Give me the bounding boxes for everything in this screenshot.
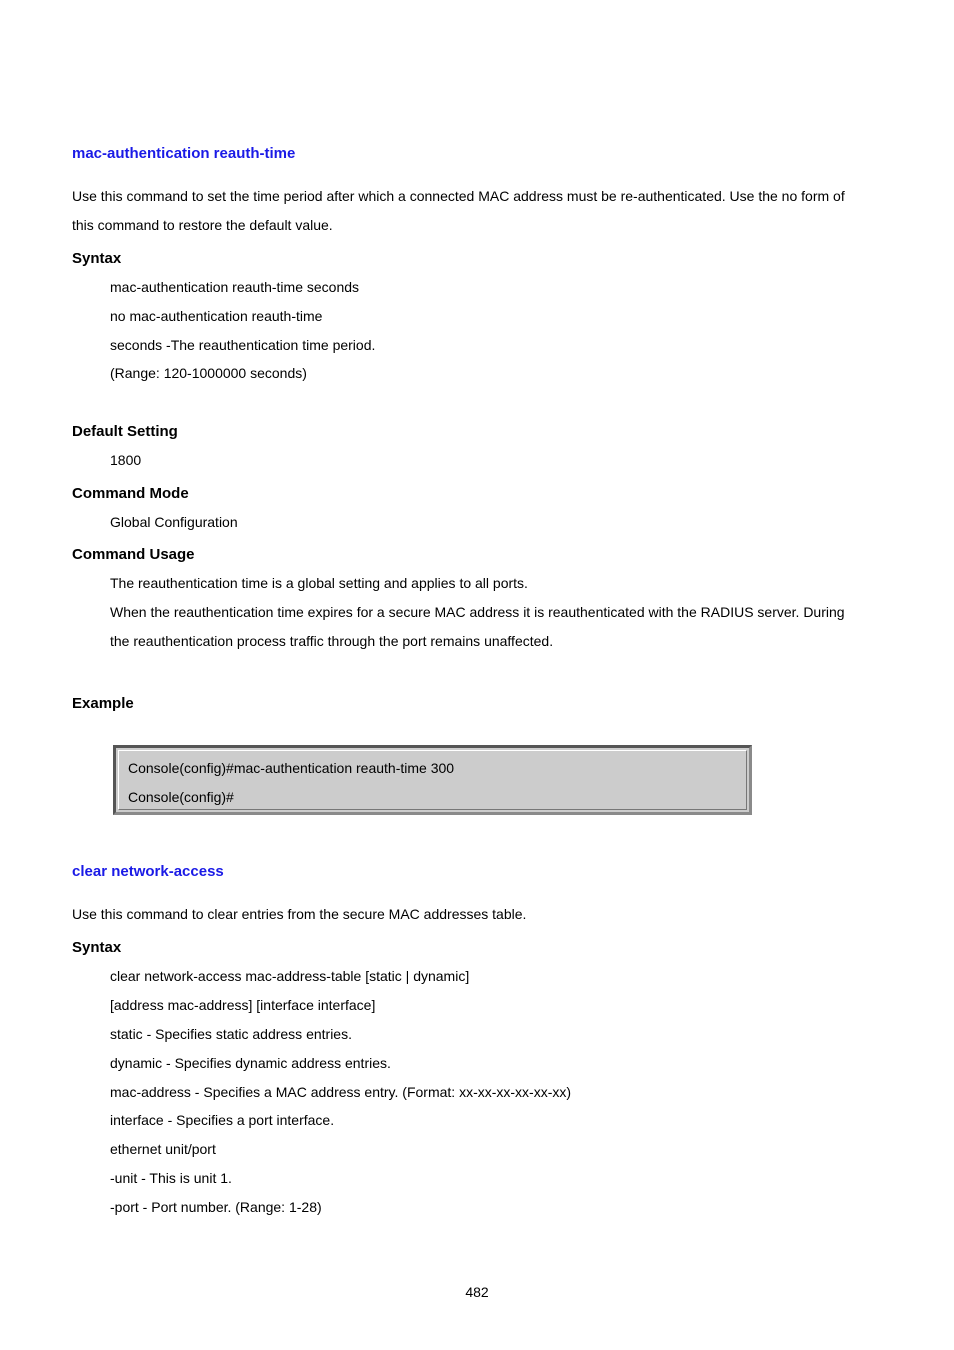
- page-number: 482: [465, 1284, 489, 1300]
- command-usage-heading: Command Usage: [72, 546, 195, 563]
- syntax-line: mac-authentication reauth-time seconds: [110, 279, 360, 295]
- command-mode-value: Global Configuration: [110, 514, 238, 530]
- syntax-line: dynamic - Specifies dynamic address entries.: [110, 1055, 391, 1071]
- example-code-box: [113, 745, 752, 815]
- syntax-line: clear network-access mac-address-table [static | dynamic]: [110, 968, 470, 984]
- usage-line: the reauthentication process traffic through the port remains unaffected.: [110, 633, 554, 649]
- syntax-line: mac-address - Specifies a MAC address entry. (Format: xx-xx-xx-xx-xx-xx): [110, 1084, 572, 1100]
- syntax-line: -unit - This is unit 1.: [110, 1170, 232, 1186]
- description-text: Use this command to clear entries from the secure MAC addresses table.: [72, 906, 527, 922]
- command-title: clear network-access: [72, 863, 224, 880]
- syntax-line: [address mac-address] [interface interface]: [110, 997, 376, 1013]
- syntax-line: -port - Port number. (Range: 1-28): [110, 1199, 322, 1215]
- description-text: this command to restore the default value.: [72, 217, 333, 233]
- usage-line: The reauthentication time is a global setting and applies to all ports.: [110, 575, 528, 591]
- syntax-line: no mac-authentication reauth-time: [110, 308, 323, 324]
- code-line: Console(config)#: [128, 789, 234, 805]
- syntax-line: seconds -The reauthentication time period.: [110, 337, 376, 353]
- syntax-line: ethernet unit/port: [110, 1141, 216, 1157]
- code-line: Console(config)#mac-authentication reauth-time 300: [128, 760, 455, 776]
- command-title: mac-authentication reauth-time: [72, 145, 296, 162]
- usage-line: When the reauthentication time expires for a secure MAC address it is reauthenticated with the RADIUS server. During: [110, 604, 845, 620]
- default-setting-heading: Default Setting: [72, 423, 178, 440]
- description-text: Use this command to set the time period after which a connected MAC address must be re-authenticated. Use the no form of: [72, 188, 845, 204]
- syntax-line: interface - Specifies a port interface.: [110, 1112, 335, 1128]
- command-mode-heading: Command Mode: [72, 485, 189, 502]
- syntax-line: (Range: 120-1000000 seconds): [110, 365, 307, 381]
- syntax-heading: Syntax: [72, 939, 122, 956]
- syntax-heading: Syntax: [72, 250, 122, 267]
- default-setting-value: 1800: [110, 452, 142, 468]
- example-heading: Example: [72, 695, 134, 712]
- syntax-line: static - Specifies static address entries.: [110, 1026, 352, 1042]
